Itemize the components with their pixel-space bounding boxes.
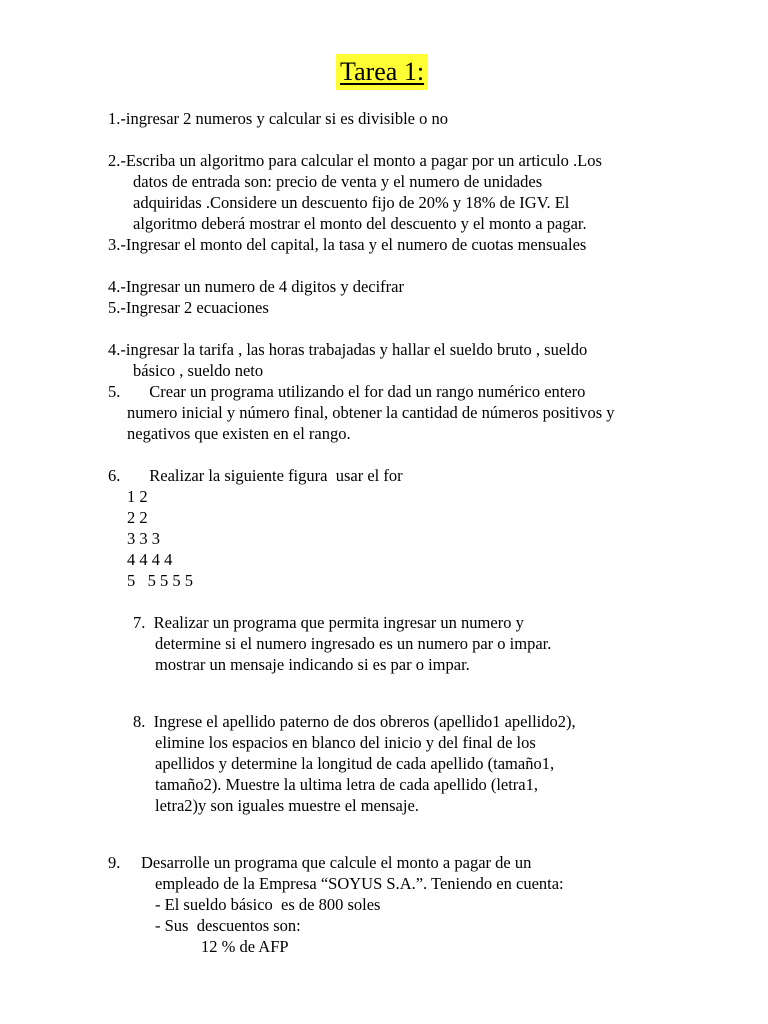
- text-line: elimine los espacios en blanco del inicio y del final de los: [155, 733, 536, 752]
- figure-line: 5 5 5 5 5: [127, 571, 193, 590]
- text-line: básico , sueldo neto: [133, 361, 264, 380]
- text-line: algoritmo deberá mostrar el monto del descuento y el monto a pagar.: [133, 214, 587, 233]
- text-line: negativos que existen en el rango.: [127, 424, 351, 443]
- text-line: 7. Realizar un programa que permita ingresar un numero y: [133, 613, 524, 632]
- text-line: 4.-ingresar la tarifa , las horas trabajadas y hallar el sueldo bruto , sueldo: [108, 340, 588, 359]
- text-line: numero inicial y número final, obtener la cantidad de números positivos y: [127, 403, 615, 422]
- text-line: 2.-Escriba un algoritmo para calcular el monto a pagar por un articulo .Los: [108, 151, 602, 170]
- page-title: Tarea 1:: [336, 54, 428, 90]
- text-line: 5.-Ingresar 2 ecuaciones: [108, 298, 269, 317]
- text-line: datos de entrada son: precio de venta y el numero de unidades: [133, 172, 543, 191]
- figure-line: 1 2: [127, 487, 148, 506]
- text-line: apellidos y determine la longitud de cada apellido (tamaño1,: [155, 754, 555, 773]
- text-line: - Sus descuentos son:: [155, 916, 301, 935]
- text-line: 4.-Ingresar un numero de 4 digitos y decifrar: [108, 277, 404, 296]
- text-line: adquiridas .Considere un descuento fijo de 20% y 18% de IGV. El: [133, 193, 570, 212]
- text-line: 9. Desarrolle un programa que calcule el monto a pagar de un: [108, 853, 532, 872]
- figure-line: 3 3 3: [127, 529, 160, 548]
- figure-line: 2 2: [127, 508, 148, 527]
- text-line: determine si el numero ingresado es un numero par o impar.: [155, 634, 552, 653]
- figure-line: 4 4 4 4: [127, 550, 173, 569]
- text-line: tamaño2). Muestre la ultima letra de cada apellido (letra1,: [155, 775, 539, 794]
- text-line: 12 % de AFP: [201, 937, 289, 956]
- text-line: 6. Realizar la siguiente figura usar el for: [108, 466, 403, 485]
- text-line: 5. Crear un programa utilizando el for dad un rango numérico entero: [108, 382, 586, 401]
- text-line: 8. Ingrese el apellido paterno de dos obreros (apellido1 apellido2),: [133, 712, 576, 731]
- text-line: 3.-Ingresar el monto del capital, la tasa y el numero de cuotas mensuales: [108, 235, 587, 254]
- text-line: letra2)y son iguales muestre el mensaje.: [155, 796, 419, 815]
- text-line: - El sueldo básico es de 800 soles: [155, 895, 381, 914]
- text-line: empleado de la Empresa “SOYUS S.A.”. Teniendo en cuenta:: [155, 874, 564, 893]
- text-line: 1.-ingresar 2 numeros y calcular si es divisible o no: [108, 109, 448, 128]
- text-line: mostrar un mensaje indicando si es par o impar.: [155, 655, 470, 674]
